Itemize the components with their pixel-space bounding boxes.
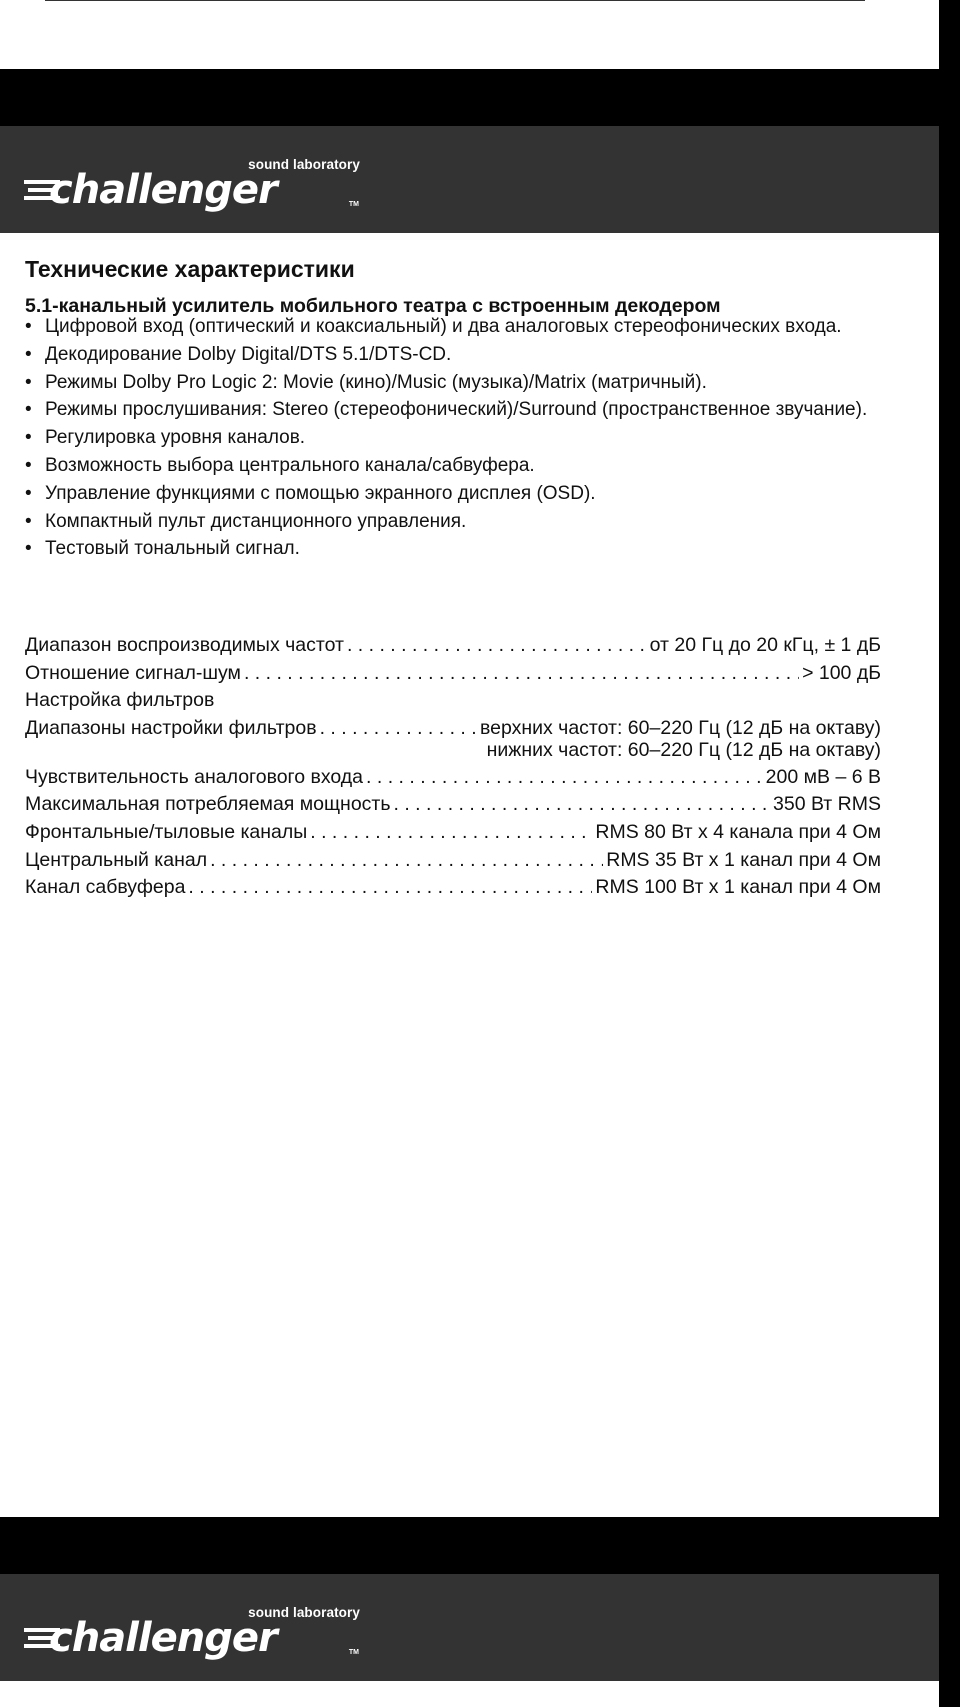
feature-item: • Цифровой вход (оптический и коаксиальный) и два аналоговых стереофонических входа. [25, 316, 895, 337]
leader-dots [188, 876, 592, 898]
page-gap [0, 69, 960, 126]
spec-label: Диапазоны настройки фильтров [25, 716, 317, 739]
spec-value: от 20 Гц до 20 кГц, ± 1 дБ [649, 634, 881, 656]
spec-value: RMS 100 Вт x 1 канал при 4 Ом [595, 876, 881, 899]
feature-list [25, 316, 895, 566]
spec-row-snr [25, 662, 881, 690]
spec-value-continued: нижних частот: 60–220 Гц (12 дБ на октаву) [486, 738, 881, 761]
feature-item: • Регулировка уровня каналов. [25, 427, 895, 448]
leader-dots [320, 717, 477, 739]
page-gap [0, 1517, 960, 1574]
spec-value: RMS 80 Вт x 4 канала при 4 Ом [595, 820, 881, 843]
logo-tagline: sound laboratory [248, 1605, 360, 1620]
feature-item: • Компактный пульт дистанционного управления. [25, 511, 895, 532]
spec-row-power [25, 793, 881, 821]
leader-dots [347, 634, 647, 656]
logo-tagline: sound laboratory [248, 157, 360, 172]
spec-label: Отношение сигнал-шум [25, 661, 241, 684]
spec-row-filter-ranges [25, 717, 881, 739]
next-page-header [0, 1574, 939, 1681]
challenger-logo [24, 1605, 360, 1664]
previous-page-tail [0, 0, 939, 69]
logo-trademark: TM [348, 1649, 359, 1656]
feature-item: • Возможность выбора центрального канала/сабвуфера. [25, 455, 895, 476]
spec-row-frequency [25, 634, 881, 662]
feature-item: • Декодирование Dolby Digital/DTS 5.1/DTS-CD. [25, 344, 895, 365]
spec-row-front-rear [25, 821, 881, 849]
challenger-logo [24, 157, 360, 216]
page-title: Технические характеристики [25, 256, 355, 282]
spec-label: Фронтальные/тыловые каналы [25, 820, 308, 843]
leader-dots [310, 821, 592, 843]
logo-trademark: TM [348, 201, 359, 208]
feature-item: • Режимы Dolby Pro Logic 2: Movie (кино)/Music (музыка)/Matrix (матричный). [25, 372, 895, 393]
spec-row-filters-heading [25, 689, 881, 717]
spec-value: 350 Вт RMS [773, 793, 881, 816]
page-divider-line [45, 0, 865, 1]
spec-value: RMS 35 Вт x 1 канал при 4 Ом [606, 848, 881, 871]
page-header [0, 126, 939, 233]
spec-row-subwoofer [25, 876, 881, 904]
logo-wordmark: challenger [49, 1615, 277, 1661]
spec-label: Настройка фильтров [25, 689, 215, 712]
feature-item: • Режимы прослушивания: Stereo (стереофонический)/Surround (пространственное звучание). [25, 399, 895, 420]
leader-dots [394, 793, 770, 815]
spec-row-sensitivity [25, 766, 881, 794]
leader-dots [244, 662, 799, 684]
leader-dots [210, 849, 603, 871]
logo-wordmark: challenger [49, 167, 277, 213]
spec-label: Максимальная потребляемая мощность [25, 793, 391, 816]
spec-value: верхних частот: 60–220 Гц (12 дБ на октаву) [479, 716, 881, 739]
section-subtitle: 5.1-канальный усилитель мобильного театра с встроенным декодером [25, 295, 721, 317]
leader-dots [366, 766, 763, 788]
spec-table [25, 634, 881, 904]
spec-value: > 100 дБ [802, 661, 881, 684]
feature-item: • Управление функциями с помощью экранного дисплея (OSD). [25, 483, 895, 504]
spec-label: Центральный канал [25, 848, 208, 871]
spec-label: Канал сабвуфера [25, 876, 186, 899]
feature-item: • Тестовый тональный сигнал. [25, 538, 895, 559]
spec-row-center [25, 849, 881, 877]
spec-label: Чувствительность аналогового входа [25, 765, 364, 788]
spec-label: Диапазон воспроизводимых частот [25, 634, 344, 656]
spec-value: 200 мВ – 6 В [765, 765, 881, 788]
